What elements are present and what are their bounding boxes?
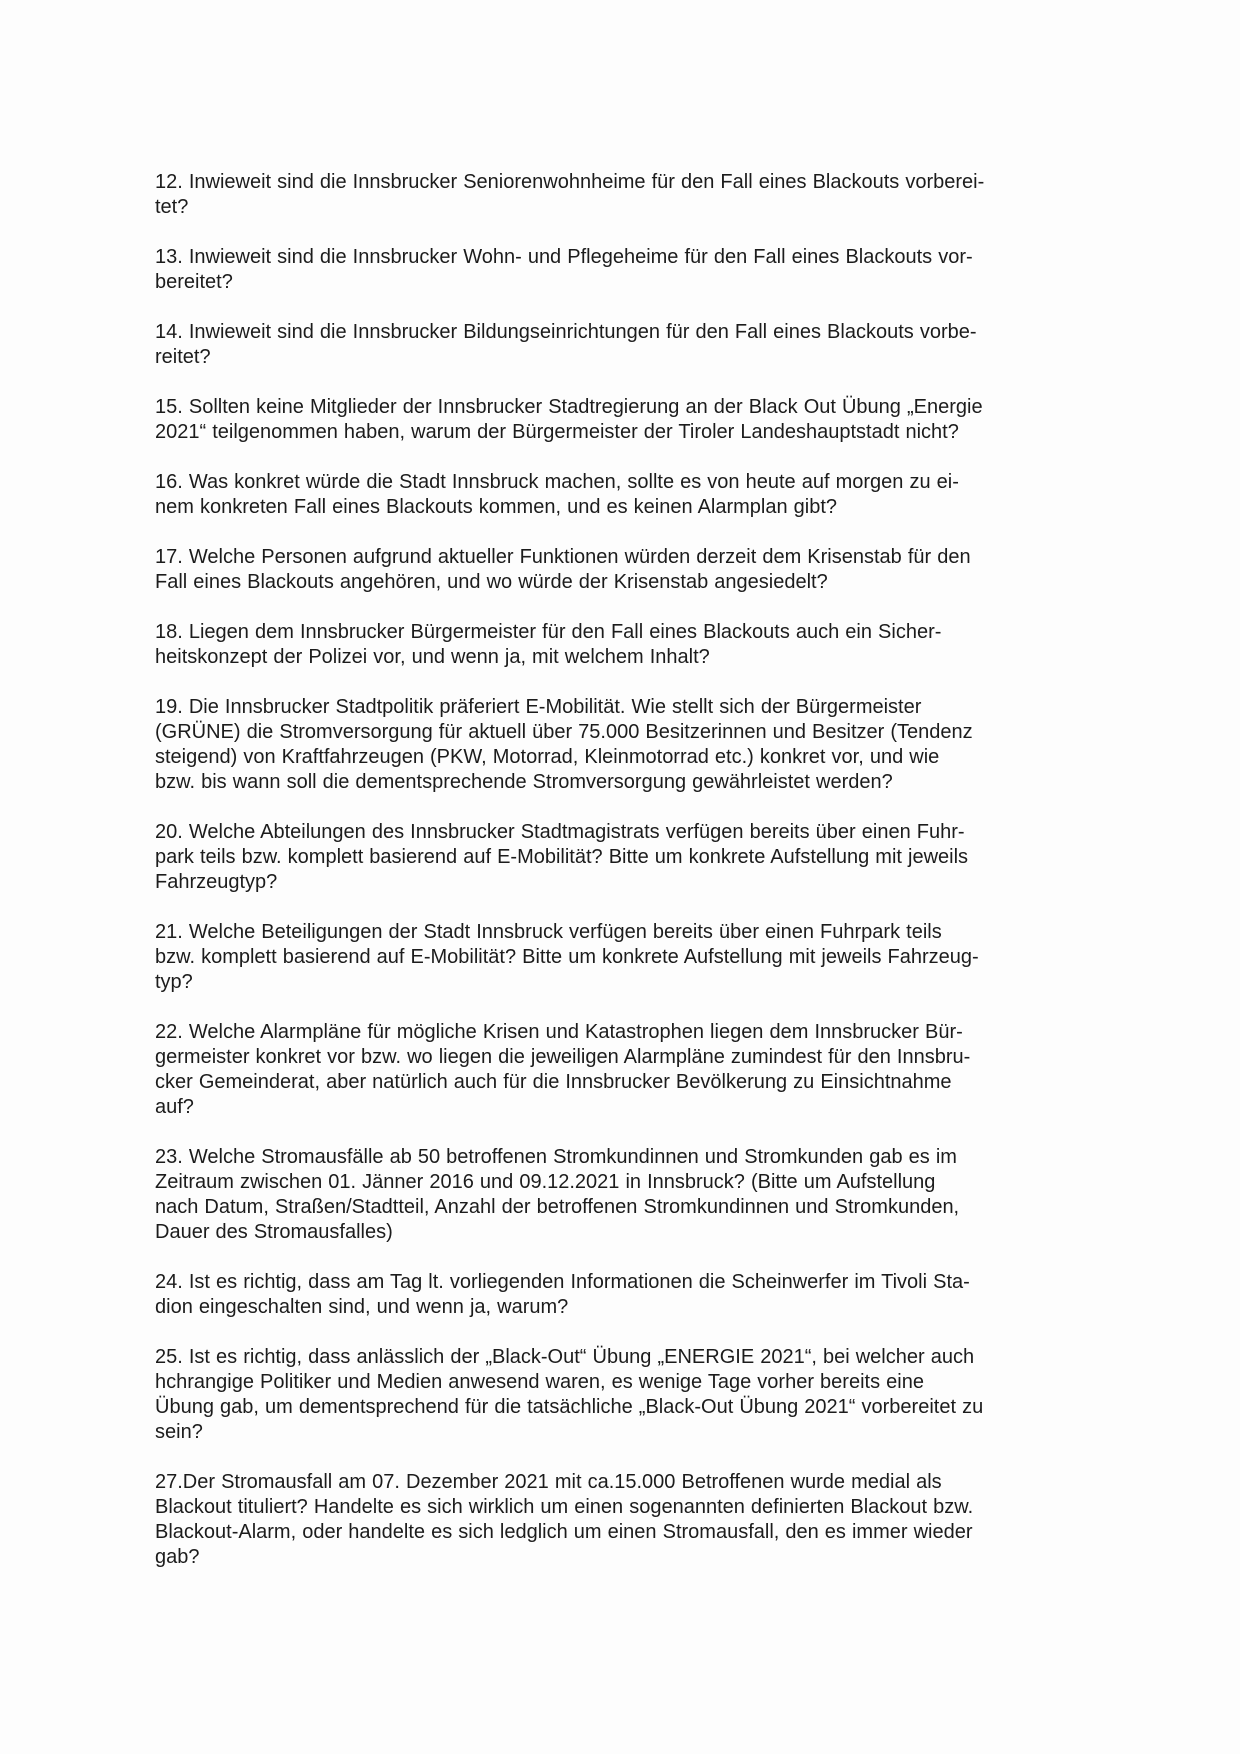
question-14: 14. Inwieweit sind die Innsbrucker Bildungseinrichtungen für den Fall eines Blackouts vorbe- reitet? <box>155 321 977 368</box>
question-24: 24. Ist es richtig, dass am Tag lt. vorliegenden Informationen die Scheinwerfer im Tivoli Sta- dion eingeschalten sind, und wenn ja, warum? <box>155 1271 970 1318</box>
question-23: 23. Welche Stromausfälle ab 50 betroffenen Stromkundinnen und Stromkunden gab es im Zeitraum zwischen 01. Jänner 2016 und 09.12.2021 in Innsbruck? (Bitte um Aufstellung nach Datum, Straßen/Stadtteil, Anzahl der betroffenen Stromkundinnen und Stromkunden, Dauer des Stromausfalles) <box>155 1146 960 1243</box>
question-19: 19. Die Innsbrucker Stadtpolitik präferiert E-Mobilität. Wie stellt sich der Bürgermeister (GRÜNE) die Stromversorgung für aktuell über 75.000 Besitzerinnen und Besitzer (Tendenz steigend) von Kraftfahrzeugen (PKW, Motorrad, Kleinmotorrad etc.) konkret vor, und wie bzw. bis wann soll die dementsprechende Stromversorgung gewährleistet werden? <box>155 696 973 793</box>
question-17: 17. Welche Personen aufgrund aktueller Funktionen würden derzeit dem Krisenstab für den Fall eines Blackouts angehören, und wo würde der Krisenstab angesiedelt? <box>155 546 971 593</box>
question-25: 25. Ist es richtig, dass anlässlich der „Black-Out“ Übung „ENERGIE 2021“, bei welcher auch hchrangige Politiker und Medien anwesend waren, es wenige Tage vorher bereits eine Übung gab, um dementsprechend für die tatsächliche „Black-Out Übung 2021“ vorbereitet zu sein? <box>155 1346 984 1443</box>
question-18: 18. Liegen dem Innsbrucker Bürgermeister für den Fall eines Blackouts auch ein Sicher- heitskonzept der Polizei vor, und wenn ja, mit welchem Inhalt? <box>155 621 942 668</box>
question-list <box>155 170 1073 1595</box>
question-27: 27.Der Stromausfall am 07. Dezember 2021 mit ca.15.000 Betroffenen wurde medial als Blackout tituliert? Handelte es sich wirklich um einen sogenannten definierten Blackout bzw. Blackout-Alarm, oder handelte es sich ledglich um einen Stromausfall, den es immer wieder gab? <box>155 1471 974 1568</box>
question-22: 22. Welche Alarmpläne für mögliche Krisen und Katastrophen liegen dem Innsbrucker Bür- germeister konkret vor bzw. wo liegen die jeweiligen Alarmpläne zumindest für den Innsbru- cker Gemeinderat, aber natürlich auch für die Innsbrucker Bevölkerung zu Einsichtnahme auf? <box>155 1021 971 1118</box>
question-13: 13. Inwieweit sind die Innsbrucker Wohn- und Pflegeheime für den Fall eines Blackouts vor- bereitet? <box>155 246 973 293</box>
question-16: 16. Was konkret würde die Stadt Innsbruck machen, sollte es von heute auf morgen zu ei- nem konkreten Fall eines Blackouts kommen, und es keinen Alarmplan gibt? <box>155 471 959 518</box>
question-20: 20. Welche Abteilungen des Innsbrucker Stadtmagistrats verfügen bereits über einen Fuhr- park teils bzw. komplett basierend auf E-Mobilität? Bitte um konkrete Aufstellung mit jeweils Fahrzeugtyp? <box>155 821 969 893</box>
question-15: 15. Sollten keine Mitglieder der Innsbrucker Stadtregierung an der Black Out Übung „Energie 2021“ teilgenommen haben, warum der Bürgermeister der Tiroler Landeshauptstadt nicht? <box>155 396 983 443</box>
question-21: 21. Welche Beteiligungen der Stadt Innsbruck verfügen bereits über einen Fuhrpark teils bzw. komplett basierend auf E-Mobilität? Bitte um konkrete Aufstellung mit jeweils Fahrzeug- typ? <box>155 921 979 993</box>
question-12: 12. Inwieweit sind die Innsbrucker Seniorenwohnheime für den Fall eines Blackouts vorberei- tet? <box>155 171 985 218</box>
